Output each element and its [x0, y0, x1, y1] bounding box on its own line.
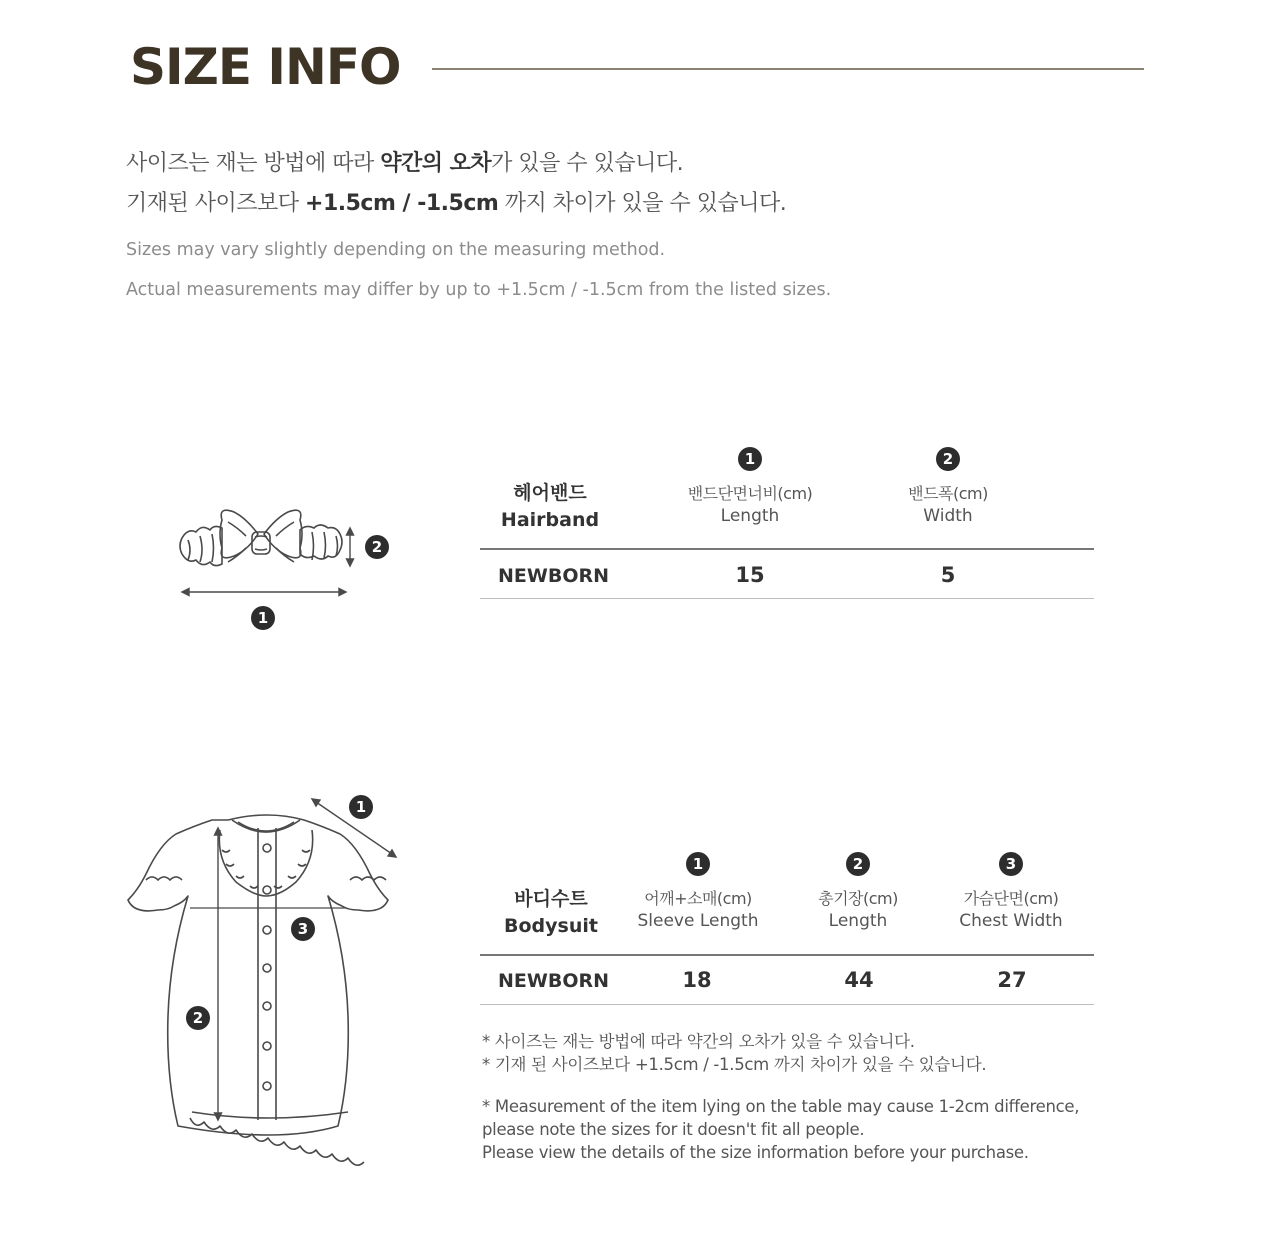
bodysuit-value-chest: 27: [997, 968, 1027, 992]
hairband-col-1-kr: 밴드단면너비(cm): [687, 484, 813, 503]
bodysuit-name-en: Bodysuit: [504, 915, 598, 937]
hairband-col-2-kr: 밴드폭(cm): [908, 484, 988, 503]
hairband-width-badge: 2: [365, 535, 389, 559]
intro-en-line-1: Sizes may vary slightly depending on the measuring method.: [126, 240, 666, 260]
bodysuit-name-cell: [480, 884, 622, 937]
bodysuit-bottom-rule: [480, 1004, 1094, 1005]
hairband-header-rule: [480, 548, 1094, 550]
hairband-row-label: NEWBORN: [498, 565, 610, 587]
bodysuit-value-sleeve: 18: [682, 968, 712, 992]
bodysuit-name-kr: 바디수트: [514, 888, 588, 910]
bodysuit-length-badge: 2: [186, 1006, 210, 1030]
hairband-name-cell: [480, 478, 620, 531]
hairband-col-2-en: Width: [923, 506, 973, 526]
hairband-col-1-number: 1: [738, 447, 762, 471]
hairband-illustration: [180, 510, 342, 565]
note-en-2: please note the sizes for it doesn't fit all people.: [482, 1120, 865, 1139]
bodysuit-col-3-en: Chest Width: [959, 911, 1063, 931]
bodysuit-col-3-kr: 가슴단면(cm): [963, 889, 1059, 908]
bodysuit-sleeve-badge: 1: [349, 795, 373, 819]
bodysuit-col-1: [618, 852, 778, 931]
note-en-3: Please view the details of the size information before your purchase.: [482, 1143, 1029, 1162]
bodysuit-row-label: NEWBORN: [498, 970, 610, 992]
intro-kr-2-post: 까지 차이가 있을 수 있습니다.: [498, 191, 787, 216]
note-kr-1: * 사이즈는 재는 방법에 따라 약간의 오차가 있을 수 있습니다.: [482, 1032, 915, 1051]
bodysuit-col-2-number: 2: [846, 852, 870, 876]
hairband-name-en: Hairband: [500, 509, 600, 531]
bodysuit-col-1-number: 1: [686, 852, 710, 876]
note-en-1: * Measurement of the item lying on the table may cause 1-2cm difference,: [482, 1097, 1080, 1116]
bodysuit-col-2-en: Length: [828, 911, 888, 931]
bodysuit-col-3: [936, 852, 1086, 931]
hairband-col-1: [660, 447, 840, 526]
intro-kr-1-post: 가 있을 수 있습니다.: [491, 151, 684, 176]
hairband-value-length: 15: [735, 563, 765, 587]
bodysuit-illustration: [128, 815, 388, 1165]
intro-kr-1-pre: 사이즈는 재는 방법에 따라: [126, 151, 381, 176]
intro-kr-2-pre: 기재된 사이즈보다: [126, 191, 306, 216]
bodysuit-col-3-number: 3: [999, 852, 1023, 876]
bodysuit-length-arrow: [215, 828, 222, 1120]
note-kr-2: * 기재 된 사이즈보다 +1.5cm / -1.5cm 까지 차이가 있을 수 있습니다.: [482, 1055, 987, 1074]
hairband-col-1-en: Length: [720, 506, 780, 526]
hairband-width-arrow: [347, 528, 354, 566]
hairband-col-2: [868, 447, 1028, 526]
hairband-value-width: 5: [940, 563, 956, 587]
hairband-length-badge: 1: [251, 606, 275, 630]
bodysuit-col-2-kr: 총기장(cm): [818, 889, 898, 908]
bodysuit-col-1-kr: 어깨+소매(cm): [644, 889, 752, 908]
bodysuit-col-1-en: Sleeve Length: [637, 911, 759, 931]
hairband-name-kr: 헤어밴드: [513, 482, 587, 504]
bodysuit-chest-badge: 3: [291, 917, 315, 941]
intro-en-line-2: Actual measurements may differ by up to +1.5cm / -1.5cm from the listed sizes.: [126, 280, 832, 300]
intro-kr-2-bold: +1.5cm / -1.5cm: [305, 191, 499, 216]
intro-kr-1-bold: 약간의 오차: [380, 151, 492, 176]
hairband-bottom-rule: [480, 598, 1094, 599]
bodysuit-col-2: [788, 852, 928, 931]
hairband-length-arrow: [182, 589, 346, 596]
bodysuit-value-length: 44: [844, 968, 874, 992]
bodysuit-header-rule: [480, 954, 1094, 956]
hairband-col-2-number: 2: [936, 447, 960, 471]
page-title: SIZE INFO: [130, 38, 401, 96]
